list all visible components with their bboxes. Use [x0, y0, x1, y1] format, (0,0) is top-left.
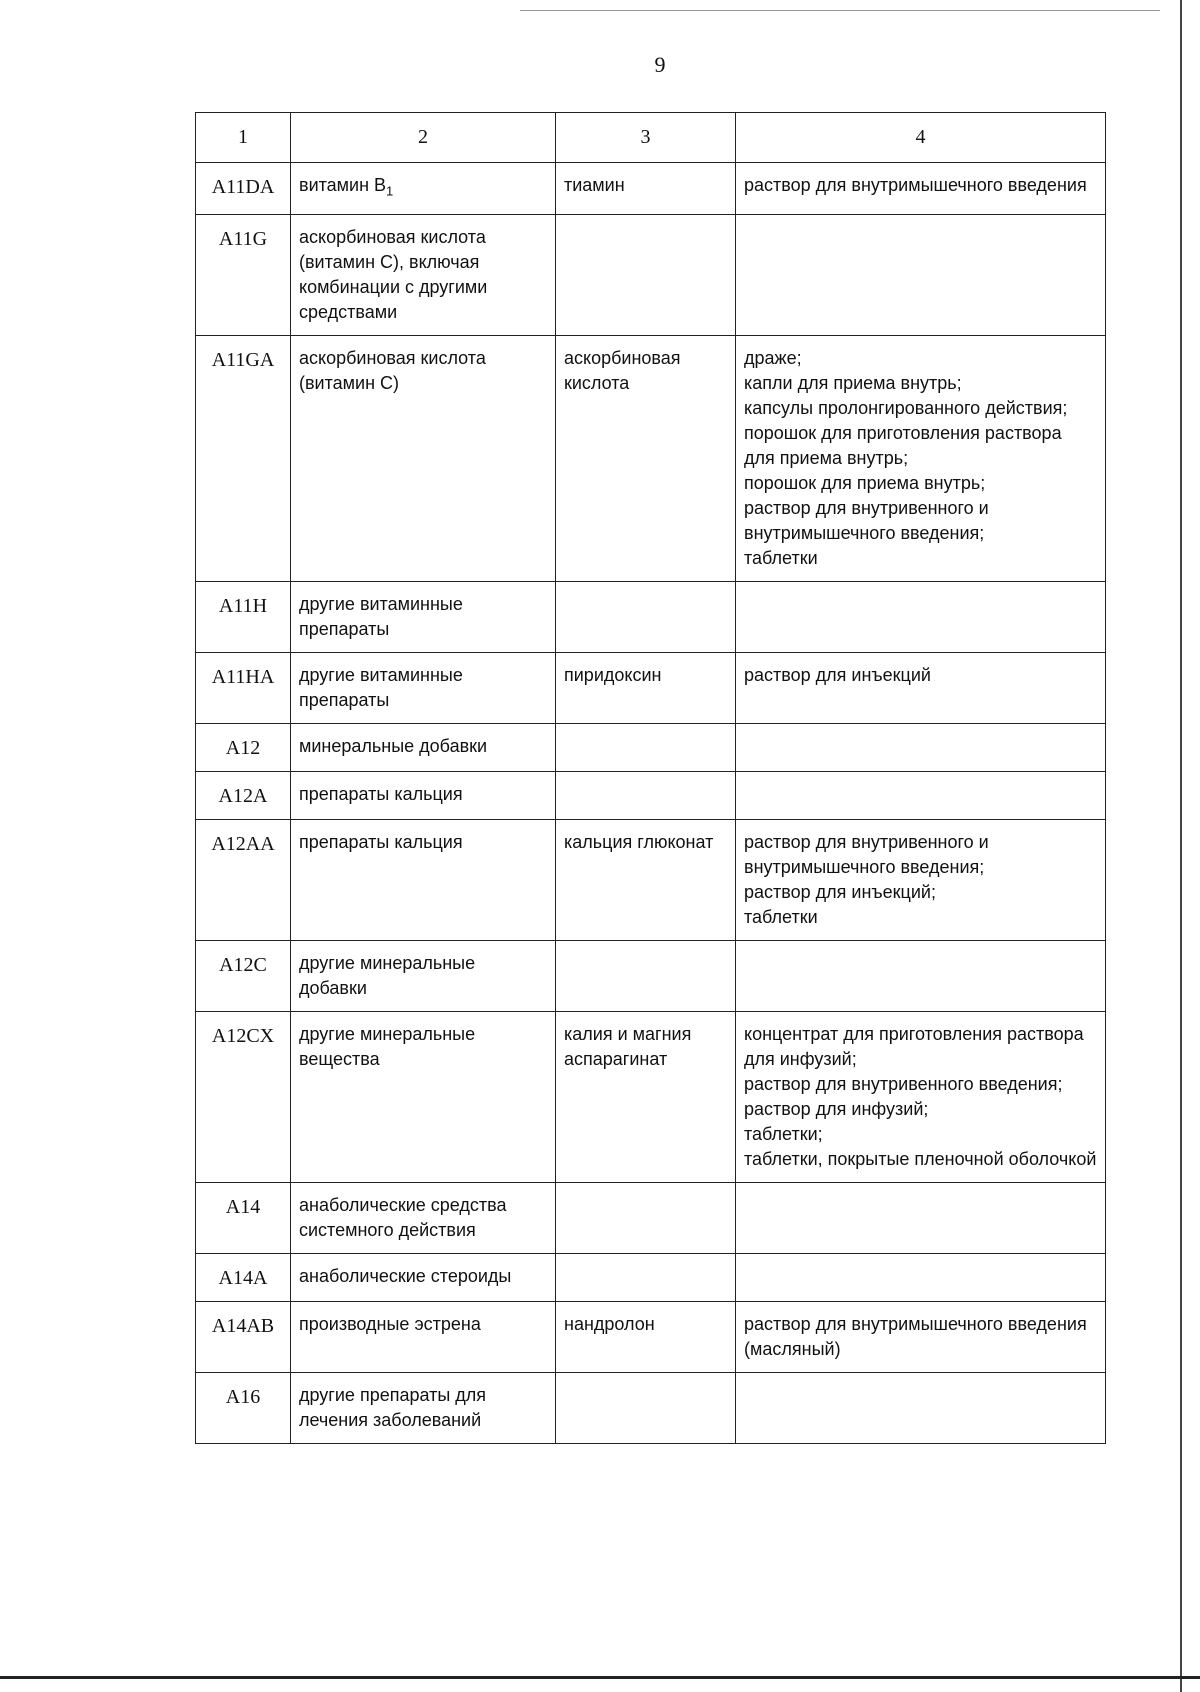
page-number: 9	[654, 52, 666, 77]
header-cell-3: 3	[556, 113, 736, 163]
table-row	[196, 1011, 1106, 1182]
group-name-text: минеральные добавки	[299, 735, 488, 756]
dosage-form-line: порошок для приема внутрь;	[744, 472, 986, 493]
group-name-text: другие минеральные вещества	[299, 1023, 476, 1069]
group-name-text: анаболические стероиды	[299, 1265, 512, 1286]
substance-cell	[556, 1182, 736, 1253]
dosage-form-line: таблетки;	[744, 1123, 823, 1144]
atc-code-cell: A12C	[196, 940, 291, 1011]
group-name-cell	[291, 652, 556, 723]
dosage-form-line: концентрат для приготовления раствора для инфузий;	[744, 1023, 1084, 1069]
atc-code-cell: A11G	[196, 214, 291, 335]
table-row	[196, 581, 1106, 652]
group-name-text: анаболические средства системного действия	[299, 1194, 507, 1240]
substance-cell: аскорбиновая кислота	[556, 335, 736, 581]
atc-code-cell: A14A	[196, 1253, 291, 1301]
group-name-text: аскорбиновая кислота (витамин С)	[299, 347, 486, 393]
table-row	[196, 652, 1106, 723]
group-name-cell	[291, 163, 556, 215]
dosage-form-line: раствор для внутривенного и внутримышечного введения;	[744, 831, 989, 877]
dosage-forms-cell	[736, 214, 1106, 335]
group-name-cell	[291, 940, 556, 1011]
group-name-cell	[291, 1182, 556, 1253]
dosage-forms-cell	[736, 940, 1106, 1011]
dosage-forms-cell	[736, 1301, 1106, 1372]
table-body	[196, 113, 1106, 1444]
atc-code-cell: A12A	[196, 771, 291, 819]
substance-cell: калия и магния аспарагинат	[556, 1011, 736, 1182]
atc-code-cell: A16	[196, 1372, 291, 1443]
header-cell-2: 2	[291, 113, 556, 163]
substance-cell	[556, 1253, 736, 1301]
dosage-form-line: драже;	[744, 347, 802, 368]
dosage-forms-cell	[736, 819, 1106, 940]
top-scan-rule	[520, 10, 1160, 11]
atc-code-cell: A11H	[196, 581, 291, 652]
dosage-form-line: раствор для внутривенного введения;	[744, 1073, 1063, 1094]
atc-code-cell: A12AA	[196, 819, 291, 940]
dosage-form-line: порошок для приготовления раствора для приема внутрь;	[744, 422, 1062, 468]
atc-code-cell: A14	[196, 1182, 291, 1253]
table-row	[196, 819, 1106, 940]
atc-code-cell: A12	[196, 723, 291, 771]
drug-table	[195, 112, 1106, 1444]
table-row	[196, 940, 1106, 1011]
dosage-form-line: таблетки, покрытые пленочной оболочкой	[744, 1148, 1097, 1169]
group-name-cell	[291, 1372, 556, 1443]
dosage-forms-cell	[736, 581, 1106, 652]
header-cell-1: 1	[196, 113, 291, 163]
atc-code-cell: A11HA	[196, 652, 291, 723]
group-name-text: производные эстрена	[299, 1313, 481, 1334]
table-row	[196, 771, 1106, 819]
group-name-text: другие минеральные добавки	[299, 952, 476, 998]
group-name-cell	[291, 819, 556, 940]
table-row	[196, 335, 1106, 581]
table-row	[196, 723, 1106, 771]
dosage-form-line: раствор для инъекций;	[744, 881, 936, 902]
dosage-forms-cell	[736, 1011, 1106, 1182]
table-row	[196, 1372, 1106, 1443]
substance-cell	[556, 581, 736, 652]
dosage-form-line: капсулы пролонгированного действия;	[744, 397, 1068, 418]
substance-cell	[556, 940, 736, 1011]
bottom-scan-rule	[0, 1676, 1200, 1679]
dosage-form-line: раствор для внутримышечного введения (масляный)	[744, 1313, 1087, 1359]
substance-cell	[556, 771, 736, 819]
substance-cell	[556, 214, 736, 335]
dosage-form-line: раствор для инъекций	[744, 664, 931, 685]
group-name-cell	[291, 1301, 556, 1372]
group-name-cell	[291, 1011, 556, 1182]
dosage-forms-cell	[736, 771, 1106, 819]
group-name-text: другие витаминные препараты	[299, 664, 463, 710]
dosage-form-line: раствор для внутривенного и внутримышечного введения;	[744, 497, 989, 543]
dosage-forms-cell	[736, 163, 1106, 215]
dosage-form-line: раствор для внутримышечного введения	[744, 175, 1087, 195]
dosage-form-line: капли для приема внутрь;	[744, 372, 962, 393]
group-name-cell	[291, 335, 556, 581]
group-name-cell	[291, 771, 556, 819]
dosage-form-line: таблетки	[744, 906, 818, 927]
group-name-text: препараты кальция	[299, 783, 463, 804]
substance-cell: кальция глюконат	[556, 819, 736, 940]
group-name-subscript: 1	[386, 183, 394, 199]
table-row	[196, 1182, 1106, 1253]
group-name-cell	[291, 1253, 556, 1301]
substance-cell: пиридоксин	[556, 652, 736, 723]
atc-code-cell: A11DA	[196, 163, 291, 215]
substance-cell: тиамин	[556, 163, 736, 215]
header-cell-4: 4	[736, 113, 1106, 163]
table-row	[196, 214, 1106, 335]
table-header-row	[196, 113, 1106, 163]
group-name-cell	[291, 214, 556, 335]
group-name-text: аскорбиновая кислота (витамин С), включая комбинации с другими средствами	[299, 226, 488, 322]
group-name-text: препараты кальция	[299, 831, 463, 852]
right-page-edge	[1180, 0, 1182, 1692]
dosage-forms-cell	[736, 652, 1106, 723]
group-name-cell	[291, 581, 556, 652]
atc-code-cell: A14AB	[196, 1301, 291, 1372]
dosage-forms-cell	[736, 1182, 1106, 1253]
substance-cell	[556, 723, 736, 771]
dosage-form-line: раствор для инфузий;	[744, 1098, 929, 1119]
dosage-forms-cell	[736, 1253, 1106, 1301]
table-row	[196, 1253, 1106, 1301]
substance-cell: нандролон	[556, 1301, 736, 1372]
table-row	[196, 1301, 1106, 1372]
substance-cell	[556, 1372, 736, 1443]
group-name-text: другие витаминные препараты	[299, 593, 463, 639]
dosage-forms-cell	[736, 1372, 1106, 1443]
group-name-text: витамин B	[299, 175, 387, 195]
dosage-form-line: таблетки	[744, 547, 818, 568]
dosage-forms-cell	[736, 335, 1106, 581]
atc-code-cell: A12CX	[196, 1011, 291, 1182]
group-name-cell	[291, 723, 556, 771]
table-row	[196, 163, 1106, 215]
dosage-forms-cell	[736, 723, 1106, 771]
group-name-text: другие препараты для лечения заболеваний	[299, 1384, 487, 1430]
atc-code-cell: A11GA	[196, 335, 291, 581]
